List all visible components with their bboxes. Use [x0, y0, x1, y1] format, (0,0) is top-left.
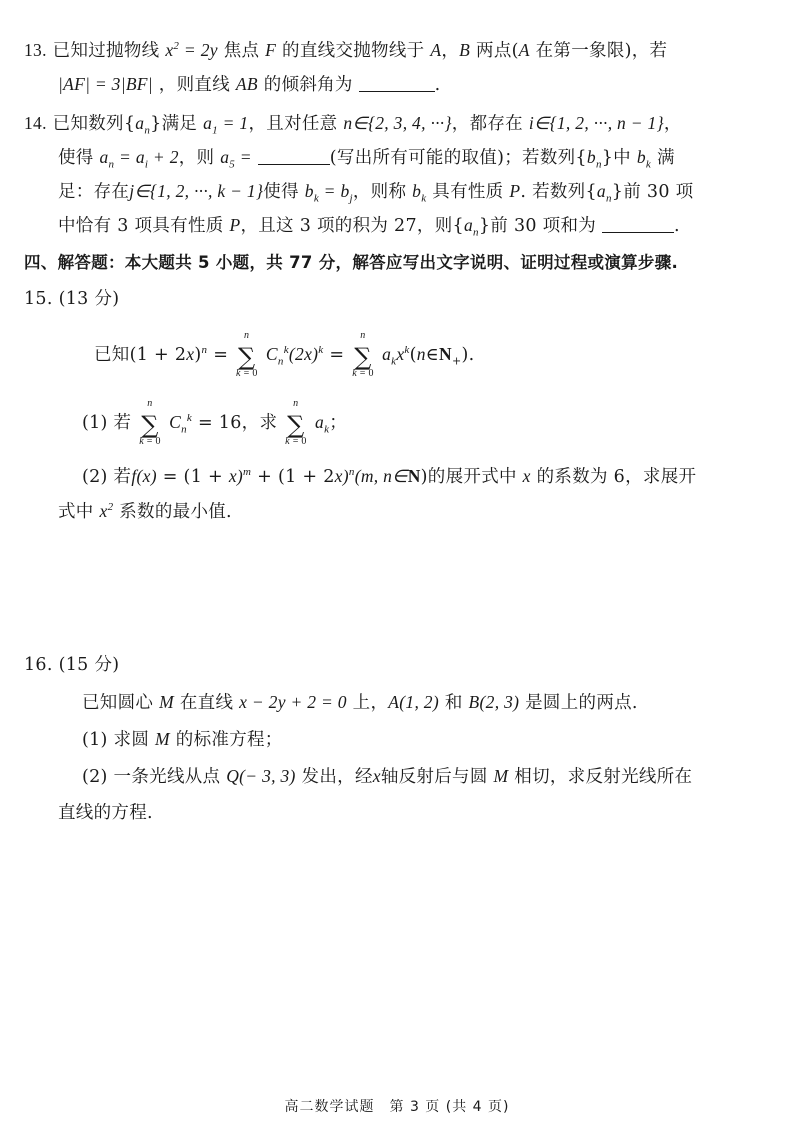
q14-text: 中恰有 3 项具有性质 [58, 216, 224, 236]
q14-text: ，都存在 [451, 114, 523, 134]
math: B [459, 40, 471, 60]
q15-text: ) [194, 345, 202, 365]
math: f(x) [131, 466, 157, 486]
q16-text: 在直线 [179, 693, 234, 713]
q15-text: 的系数为 6，求展开 [536, 467, 697, 487]
math: M [155, 729, 170, 749]
q15-text: ∈ [425, 345, 440, 365]
math: B(2, 3) [468, 692, 520, 712]
sum-symbol: n ∑ k = 0 [285, 397, 307, 447]
math: P [509, 181, 521, 201]
q15-part-1 [82, 397, 348, 447]
q16-text: 的标准方程； [175, 730, 283, 750]
answer-blank[interactable] [258, 148, 330, 165]
math: $b_k$ [636, 147, 652, 171]
q14-line-1 [24, 111, 682, 136]
q16-part-1 [82, 727, 283, 752]
q14-text: . [673, 216, 680, 236]
math: x)$^n$(m, n∈ [334, 466, 408, 486]
q15-text: = [213, 345, 229, 365]
answer-blank[interactable] [359, 75, 435, 92]
math: $a_kx^k$ [382, 344, 410, 368]
math: $b_k = b_j$ [304, 181, 353, 205]
q15-text: ； [329, 413, 348, 433]
q14-text: (写出所有可能的取值)；若数列{ [329, 148, 587, 168]
q14-text: }前 30 项和为 [478, 216, 597, 236]
answer-blank[interactable] [602, 216, 674, 233]
math: $x^2$ [99, 501, 114, 521]
sum-symbol: n ∑ k = 0 [352, 329, 374, 379]
page-footer: 高二数学试题 第 3 页 (共 4 页) [284, 1099, 510, 1115]
math: i∈{1, 2, ···, n − 1} [528, 113, 664, 133]
math: $a_1 = 1$ [203, 113, 249, 137]
q13-number: 13. [24, 40, 47, 60]
q16-text: 已知圆心 [82, 693, 154, 713]
q14-text: ，则 [178, 148, 215, 168]
q13-line-1: 13. 已知过抛物线 $x^2 = 2y$ 焦点 F 的直线交抛物线于 A，B 两点(A 在第一象限)，若 [24, 40, 668, 61]
q13-text: 的直线交抛物线于 [282, 41, 425, 61]
q13-text: 的倾斜角为 [263, 75, 353, 95]
math: $a_n = a_i + 2$ [99, 147, 179, 171]
sum-symbol: n ∑ k = 0 [236, 329, 258, 379]
q15-text: 已知(1 + 2 [94, 345, 187, 365]
q15-text: = [329, 345, 345, 365]
math: x [522, 466, 531, 486]
math: n∈{2, 3, 4, ···} [343, 113, 452, 133]
q14-text: }满足 [150, 114, 198, 134]
q14-text: 使得 [263, 182, 299, 202]
math: A [430, 40, 442, 60]
q14-text: 具有性质 [432, 182, 504, 202]
math: $C_n^k$ [169, 412, 193, 436]
q15-text: ( [409, 345, 417, 365]
q15-text: ). [461, 345, 475, 365]
q14-text: 已知数列{ [52, 114, 136, 134]
math: A [518, 40, 530, 60]
math: $a_n$ [463, 215, 479, 239]
q14-text: . 若数列{ [520, 182, 597, 202]
q15-text: = (1 + [162, 467, 223, 487]
q15-text: 的展开式中 [427, 467, 517, 487]
q15-stem: 已知$(1 + 2x)^n$ = n ∑ k = 0 $C_n^k(2x)^k$ = n ∑ k = 0 $a_kx^k(n\in N_+)$. [94, 329, 475, 379]
q14-text: ， [663, 114, 682, 134]
math: $C_n^k(2x)^k$ [265, 344, 324, 368]
math: n [201, 344, 208, 357]
q15-header: 15. (13 分) [24, 289, 120, 309]
q16-text: 轴反射后与圆 [380, 767, 488, 787]
math: N [407, 466, 421, 486]
q16-header: 16. (15 分) [24, 655, 120, 675]
q14-line-3 [58, 179, 693, 204]
q13-text: 焦点 [223, 41, 260, 61]
math: j∈{1, 2, ···, k − 1} [129, 181, 264, 201]
q14-text: 使得 [58, 148, 94, 168]
math: x [186, 344, 195, 364]
q16-text: 发出，经 [301, 767, 373, 787]
q16-text: (2) 一条光线从点 [82, 767, 221, 787]
q16-text: 上， [352, 693, 389, 713]
q16-part-2-cont: 直线的方程. [58, 803, 153, 823]
math: $a_k$ [315, 412, 330, 436]
q13-line-2 [58, 72, 440, 97]
q16-stem [82, 690, 638, 715]
math: $b_k$ [412, 181, 427, 205]
q14-text: 满 [656, 148, 675, 168]
math: x)$^m$ [228, 466, 252, 486]
math: Q(− 3, 3) [226, 766, 296, 786]
math: n [416, 344, 426, 364]
q13-text: 两点( [476, 41, 519, 61]
sum-symbol: n ∑ k = 0 [139, 397, 161, 447]
q14-text: ，则称 [352, 182, 407, 202]
q14-text: 足：存在 [58, 182, 130, 202]
q16-text: 是圆上的两点. [525, 693, 638, 713]
math: $a_n$ [135, 113, 151, 137]
math: F [265, 40, 277, 60]
q14-number: 14. [24, 113, 47, 133]
q13-text: . [434, 75, 441, 95]
q14-text: }中 [601, 148, 631, 168]
q13-text: ，则直线 [158, 75, 230, 95]
q14-text: }前 30 项 [611, 182, 694, 202]
q14-line-2 [58, 145, 675, 170]
q14-text: ，且这 3 项的积为 27，则{ [240, 216, 464, 236]
math: x − 2y + 2 = 0 [239, 692, 347, 712]
math: $a_5$ = [220, 147, 252, 171]
q16-text: 相切，求反射光线所在 [514, 767, 693, 787]
q13-text: 已知过抛物线 [52, 41, 160, 61]
q15-text: (1) 若 [82, 413, 132, 433]
math: $x^2 = 2y$ [165, 40, 218, 60]
q15-text: (2) 若 [82, 467, 132, 487]
section-4-title: 四、解答题：本大题共 5 小题，共 77 分，解答应写出文字说明、证明过程或演算步骤. [24, 253, 679, 272]
math: P [229, 215, 241, 235]
math: $b_n$ [586, 147, 602, 171]
math: M [493, 766, 509, 786]
math: M [159, 692, 174, 712]
q14-text: ，且对任意 [248, 114, 338, 134]
q15-text: 式中 [58, 502, 94, 522]
q16-text: (1) 求圆 [82, 730, 150, 750]
math: x [372, 766, 381, 786]
q15-part-2: (2) 若$f(x) = (1 + x)^m + (1 + 2x)^n(m$, n∈N)的展开式中 x 的系数为 6，求展开 [82, 466, 697, 487]
q14-line-4 [58, 213, 680, 238]
q16-part-2 [82, 764, 692, 789]
q15-text: 系数的最小值. [119, 502, 232, 522]
q15-part-2-cont [58, 499, 232, 524]
math: $a_n$ [596, 181, 612, 205]
q15-text: = 16，求 [197, 413, 278, 433]
math: A(1, 2) [388, 692, 439, 712]
q15-text: + (1 + 2 [257, 467, 335, 487]
math: |AF| = 3|BF| [58, 74, 153, 94]
q13-text: 在第一象限)，若 [535, 41, 668, 61]
math: AB [235, 74, 258, 94]
math: N [439, 344, 452, 364]
q16-text: 和 [444, 693, 463, 713]
